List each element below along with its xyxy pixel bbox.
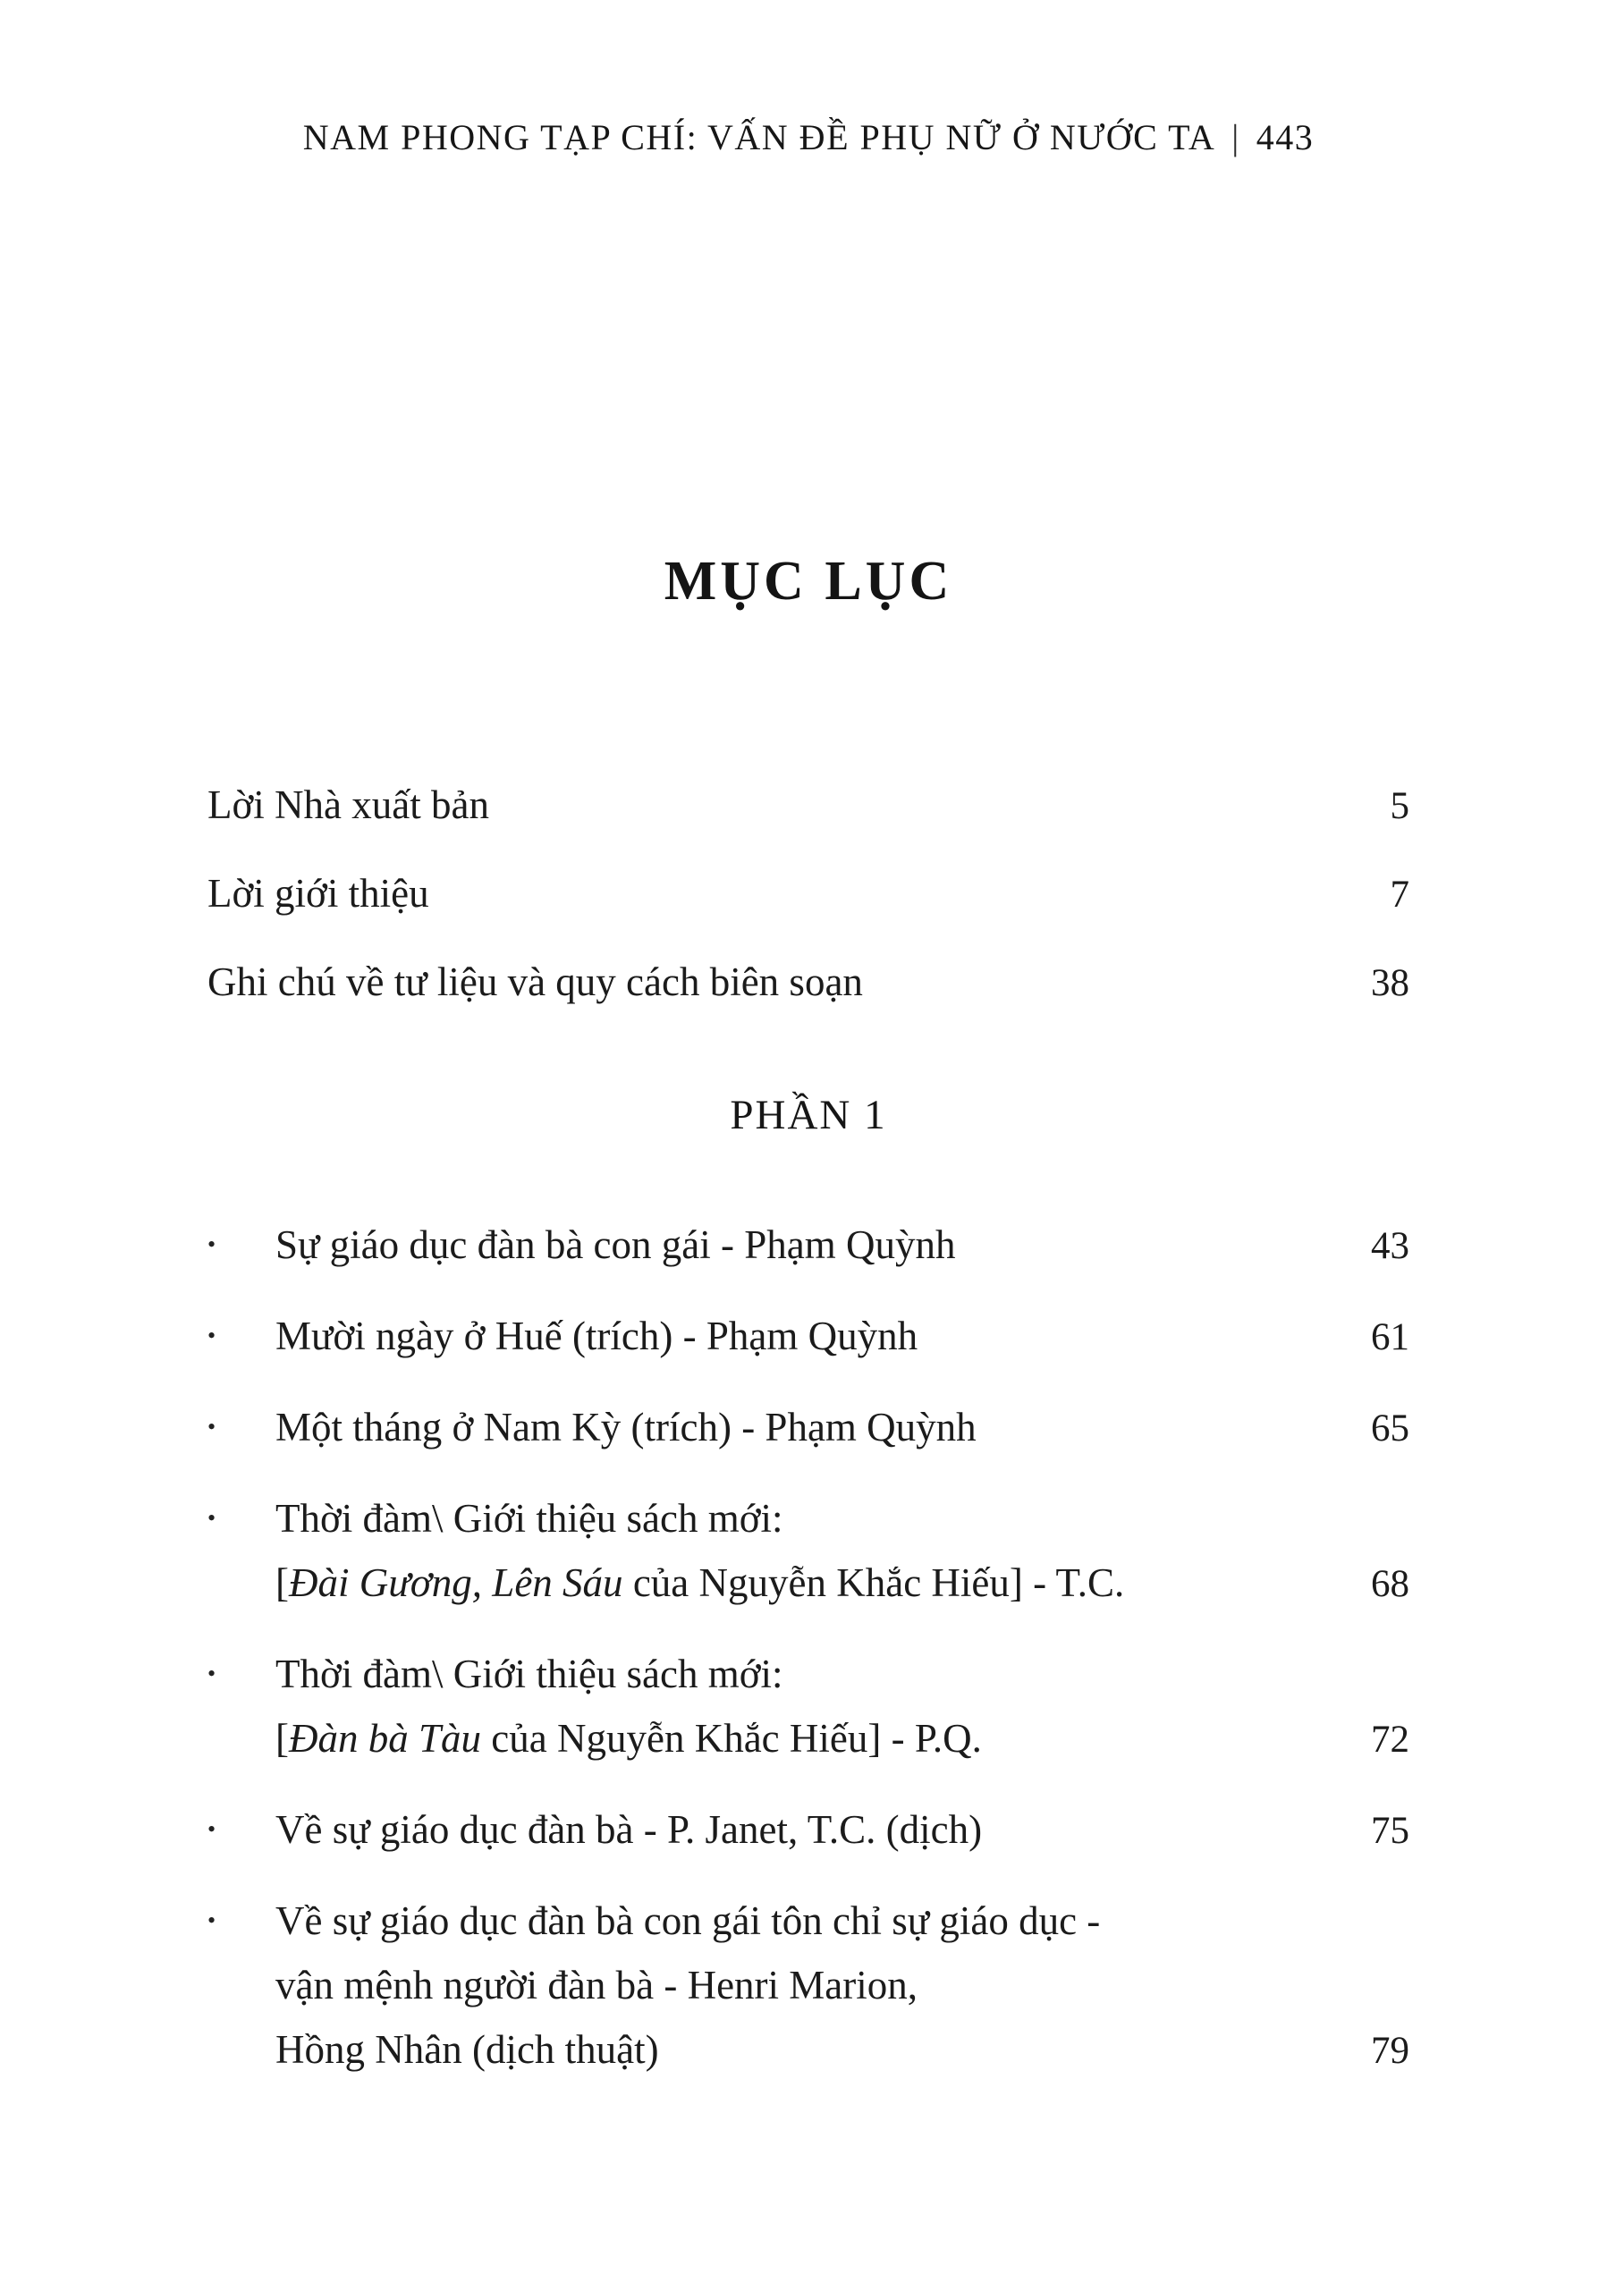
entry-line (275, 1642, 1409, 1706)
entry-text-rest: của Nguyễn Khắc Hiếu] - T.C. (622, 1559, 1125, 1605)
entry-text: Thời đàm\ Giới thiệu sách mới: (275, 1651, 783, 1696)
toc-entry (207, 1642, 1409, 1772)
entry-page-number: 61 (1371, 1315, 1409, 1358)
entry-text-italic: Đàn bà Tàu (289, 1715, 482, 1761)
entry-text-bracket: [ (275, 1715, 289, 1761)
entry-line (275, 1304, 1409, 1370)
entry-page-number: 75 (1371, 1809, 1409, 1852)
front-matter-page: 38 (1371, 961, 1409, 1004)
entry-text: Về sự giáo dục đàn bà - P. Janet, T.C. (dịch) (275, 1806, 983, 1852)
header-page-number: 443 (1256, 117, 1315, 157)
entry-text: Sự giáo dục đàn bà con gái - Phạm Quỳnh (275, 1221, 956, 1267)
entry-line (275, 1953, 1409, 2017)
entry-line (275, 1706, 1409, 1772)
entry-line (275, 1889, 1409, 1953)
entry-line (275, 1551, 1409, 1617)
entry-text: Một tháng ở Nam Kỳ (trích) - Phạm Quỳnh (275, 1404, 977, 1449)
entry-page-number: 68 (1371, 1562, 1409, 1605)
front-matter-label: Ghi chú về tư liệu và quy cách biên soạn (207, 959, 863, 1004)
entry-page-number: 72 (1371, 1718, 1409, 1761)
header-separator: | (1231, 117, 1240, 157)
bullet-icon: • (207, 1230, 216, 1257)
toc-list (207, 1213, 1409, 2083)
entry-text: Về sự giáo dục đàn bà con gái tôn chỉ sự giáo dục - (275, 1897, 1101, 1943)
front-matter-row (207, 956, 1409, 1009)
front-matter-list (207, 779, 1409, 1009)
front-matter-row (207, 779, 1409, 832)
bullet-icon: • (207, 1413, 216, 1440)
bullet-icon: • (207, 1906, 216, 1933)
entry-text-rest: của Nguyễn Khắc Hiếu] - P.Q. (481, 1715, 982, 1761)
front-matter-label: Lời giới thiệu (207, 870, 429, 916)
entry-page-number: 65 (1371, 1407, 1409, 1449)
running-header (207, 116, 1409, 158)
toc-entry (207, 1486, 1409, 1617)
entry-text: Hồng Nhân (dịch thuật) (275, 2026, 659, 2072)
toc-entry (207, 1213, 1409, 1279)
entry-line (275, 2017, 1409, 2083)
front-matter-label: Lời Nhà xuất bản (207, 782, 489, 827)
entry-line (275, 1486, 1409, 1551)
section-heading: PHẦN 1 (730, 1091, 887, 1138)
toc-entry (207, 1797, 1409, 1864)
entry-text: Mười ngày ở Huế (trích) - Phạm Quỳnh (275, 1313, 918, 1358)
entry-text: vận mệnh người đàn bà - Henri Marion, (275, 1962, 918, 2007)
entry-page-number: 79 (1371, 2029, 1409, 2072)
entry-line (275, 1213, 1409, 1279)
entry-text (275, 1706, 1344, 1771)
toc-entry (207, 1395, 1409, 1461)
bullet-icon: • (207, 1322, 216, 1348)
header-title: NAM PHONG TẠP CHÍ: VẤN ĐỀ PHỤ NỮ Ở NƯỚC TA (302, 117, 1216, 157)
bullet-icon: • (207, 1504, 216, 1531)
page-title: MỤC LỤC (664, 551, 953, 612)
entry-text: Thời đàm\ Giới thiệu sách mới: (275, 1495, 783, 1541)
toc-entry (207, 1889, 1409, 2083)
bullet-icon: • (207, 1660, 216, 1686)
entry-text-bracket: [ (275, 1559, 289, 1605)
front-matter-page: 7 (1390, 873, 1409, 916)
entry-page-number: 43 (1371, 1224, 1409, 1267)
entry-line (275, 1395, 1409, 1461)
entry-text-italic: Đài Gương, Lên Sáu (289, 1559, 623, 1605)
entry-text (275, 1551, 1344, 1615)
front-matter-row (207, 867, 1409, 920)
bullet-icon: • (207, 1815, 216, 1842)
entry-line (275, 1797, 1409, 1864)
front-matter-page: 5 (1390, 785, 1409, 827)
toc-entry (207, 1304, 1409, 1370)
